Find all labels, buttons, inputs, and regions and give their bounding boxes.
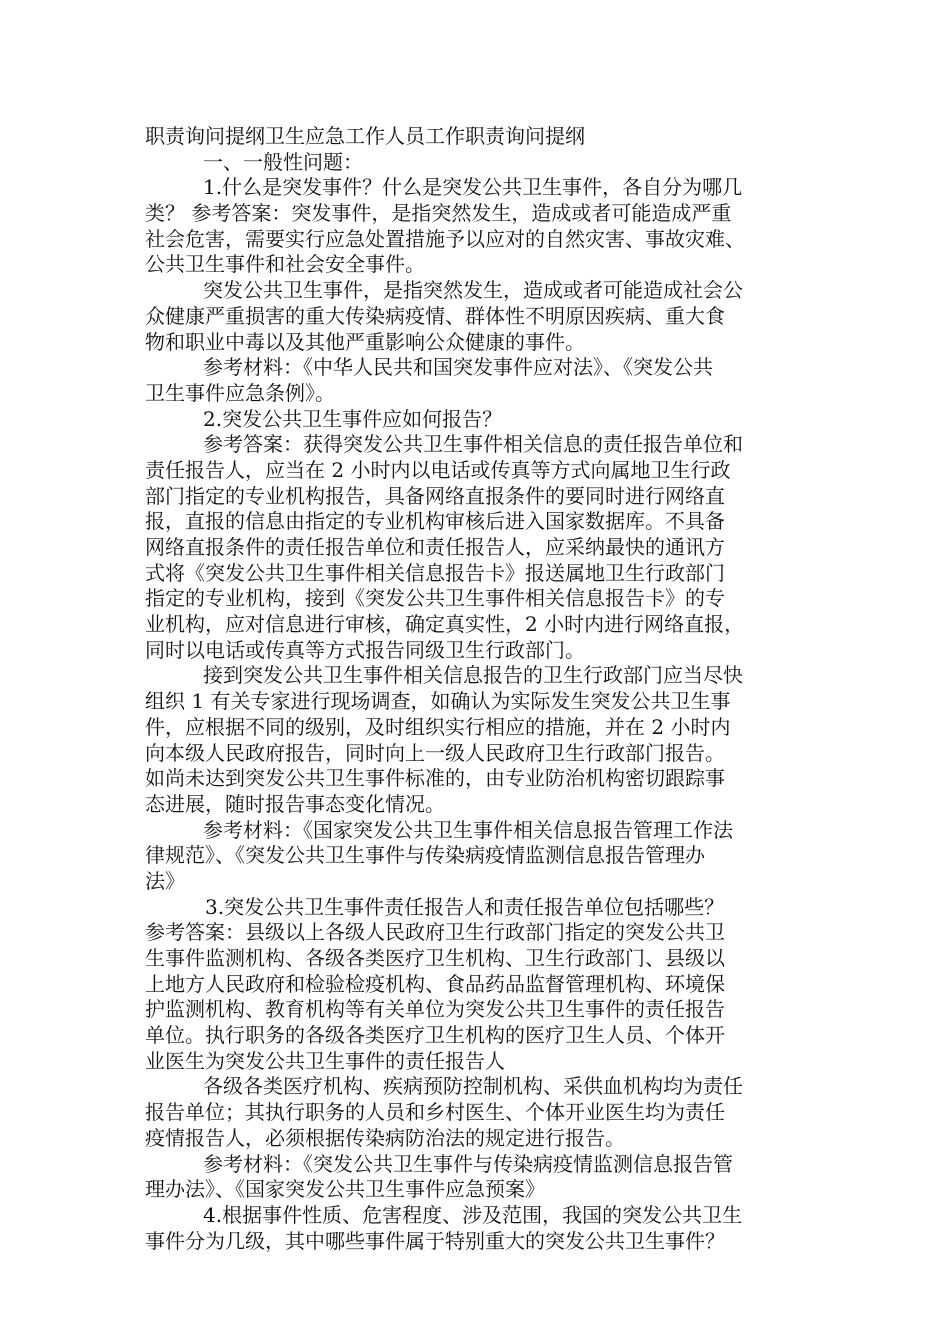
text-line: 网络直报条件的责任报告单位和责任报告人，应采纳最快的通讯方 — [145, 535, 725, 559]
text-line: 类？ 参考答案：突发事件，是指突然发生，造成或者可能造成严重 — [145, 201, 732, 226]
text-line: 参考答案：获得突发公共卫生事件相关信息的责任报告单位和 — [203, 432, 743, 457]
text-line: 组织 1 有关专家进行现场调查，如确认为实际发生突发公共卫生事 — [145, 689, 731, 714]
document-body — [145, 124, 813, 1254]
text-line: 业医生为突发公共卫生事件的责任报告人 — [145, 1048, 505, 1073]
text-line: 同时以电话或传真等方式报告同级卫生行政部门。 — [145, 637, 585, 662]
text-line: 众健康严重损害的重大传染病疫情、群体性不明原因疾病、重大食 — [145, 303, 725, 328]
text-line: 报，直报的信息由指定的专业机构审核后进入国家数据库。不具备 — [145, 509, 725, 534]
text-line: 态进展，随时报告事态变化情况。 — [145, 791, 445, 816]
text-line: 社会危害，需要实行应急处置措施予以应对的自然灾害、事故灾难、 — [145, 226, 745, 251]
question-2: 2.突发公共卫生事件应如何报告？ — [203, 406, 503, 431]
question-1: 1.什么是突发事件？什么是突发公共卫生事件，各自分为哪几 — [203, 175, 743, 200]
text-line: 护监测机构、教育机构等有关单位为突发公共卫生事件的责任报告 — [145, 997, 725, 1022]
text-line: 突发公共卫生事件，是指突然发生，造成或者可能造成社会公 — [203, 278, 743, 303]
text-line: 事件分为几级，其中哪些事件属于特别重大的突发公共卫生事件？ — [145, 1228, 725, 1253]
question-4: 4.根据事件性质、危害程度、涉及范围，我国的突发公共卫生 — [203, 1202, 743, 1227]
text-line: 卫生事件应急条例》。 — [145, 380, 335, 405]
text-line: 报告单位；其执行职务的人员和乡村医生、个体开业医生均为责任 — [145, 1100, 725, 1125]
text-line: 法》 — [145, 868, 185, 893]
text-line: 如尚未达到突发公共卫生事件标准的，由专业防治机构密切跟踪事 — [145, 766, 725, 791]
text-line: 式将《突发公共卫生事件相关信息报告卡》报送属地卫生行政部门 — [145, 560, 725, 585]
reference-material: 参考材料：《中华人民共和国突发事件应对法》、《突发公共 — [203, 355, 713, 380]
text-line: 生事件监测机构、各级各类医疗卫生机构、卫生行政部门、县级以 — [145, 946, 725, 970]
reference-material: 参考材料：《突发公共卫生事件与传染病疫情监测信息报告管 — [203, 1151, 733, 1176]
document-title: 职责询问提纲卫生应急工作人员工作职责询问提纲 — [145, 124, 585, 148]
text-line: 部门指定的专业机构报告，具备网络直报条件的要同时进行网络直 — [145, 483, 725, 508]
text-line: 律规范》、《突发公共卫生事件与传染病疫情监测信息报告管理办 — [145, 843, 705, 868]
text-line: 疫情报告人，必须根据传染病防治法的规定进行报告。 — [145, 1125, 625, 1150]
text-line: 件，应根据不同的级别，及时组织实行相应的措施，并在 2 小时内 — [145, 714, 731, 739]
text-line: 理办法》、《国家突发公共卫生事件应急预案》 — [145, 1177, 545, 1202]
text-line: 公共卫生事件和社会安全事件。 — [145, 252, 425, 277]
text-line: 指定的专业机构，接到《突发公共卫生事件相关信息报告卡》的专 — [145, 586, 725, 611]
section-heading: 一、一般性问题： — [203, 149, 363, 174]
question-3: 3.突发公共卫生事件责任报告人和责任报告单位包括哪些？ — [205, 894, 725, 919]
text-line: 责任报告人，应当在 2 小时内以电话或传真等方式向属地卫生行政 — [145, 457, 731, 482]
text-line: 向本级人民政府报告，同时向上一级人民政府卫生行政部门报告。 — [145, 740, 725, 765]
reference-material: 参考材料：《国家突发公共卫生事件相关信息报告管理工作法 — [203, 817, 733, 842]
text-line: 业机构，应对信息进行审核，确定真实性，2 小时内进行网络直报， — [145, 612, 745, 637]
text-line: 物和职业中毒以及其他严重影响公众健康的事件。 — [145, 329, 585, 354]
text-line: 参考答案：县级以上各级人民政府卫生行政部门指定的突发公共卫 — [145, 920, 725, 945]
text-line: 单位。执行职务的各级各类医疗卫生机构的医疗卫生人员、个体开 — [145, 1023, 725, 1048]
text-line: 各级各类医疗机构、疾病预防控制机构、采供血机构均为责任 — [203, 1074, 743, 1099]
text-line: 上地方人民政府和检验检疫机构、食品药品监督管理机构、环境保 — [145, 971, 725, 996]
text-line: 接到突发公共卫生事件相关信息报告的卫生行政部门应当尽快 — [203, 663, 743, 688]
